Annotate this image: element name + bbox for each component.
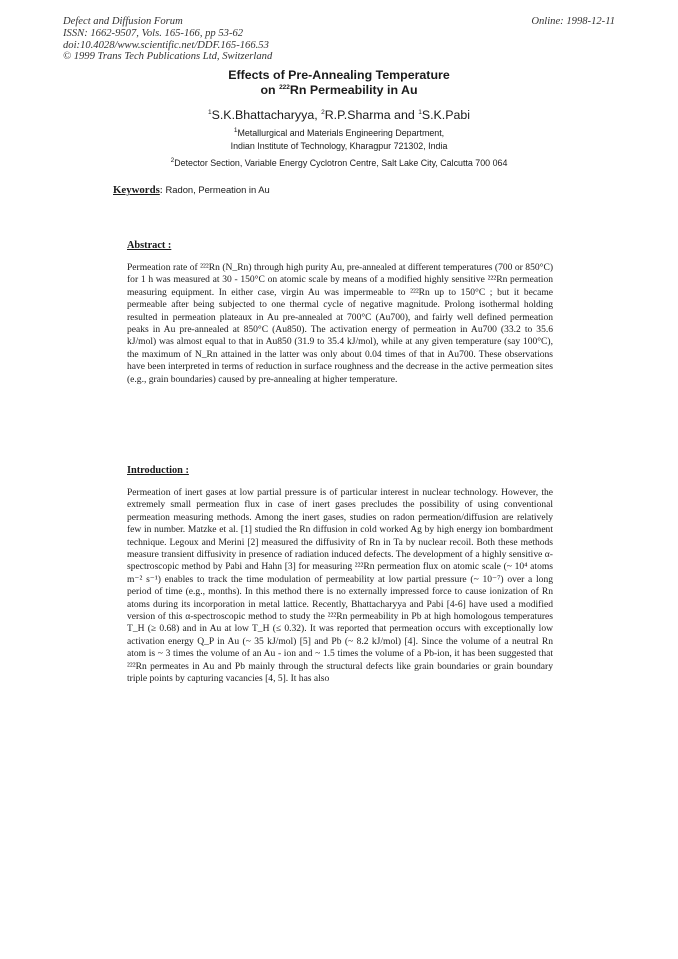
abstract-text: Permeation rate of ²²²Rn (N_Rn) through high purity Au, pre-annealed at different temperatures (700 or 850°C) for 1 h was measured at 30 - 150°C on atomic scale by means of a modified highly sensitive ²²²Rn permeation measuring equipment. In either case, virgin Au was impermeable to ²²²Rn up to 150°C ; but it became permeable after being subjected to one thermal cycle of negative magnitude. Prolong isothermal holding resulted in permeation plateaux in Au pre-annealed at 700°C (Au700), and fairly well defined permeation peaks in Au pre-annealed at 850°C (Au850). The activation energy of permeation in Au700 (33.2 to 35.6 kJ/mol) was almost equal to that in Au850 (31.9 to 35.4 kJ/mol), while at any given temperature (say 100°C), the maximum of N_Rn attained in the latter was only about 0.04 times of that in Au700. These observations have been interpreted in terms of reduction in surface roughness and the decrease in the active permeation sites (e.g., grain boundaries) caused by pre-annealing at higher temperature. (127, 262, 553, 385)
title-line-1: Effects of Pre-Annealing Temperature (228, 68, 450, 82)
issn-line: ISSN: 1662-9507, Vols. 165-166, pp 53-62 (63, 27, 244, 39)
abstract-heading: Abstract : (127, 240, 172, 251)
author-2: R.P.Sharma and (324, 108, 419, 122)
journal-name: Defect and Diffusion Forum (63, 16, 183, 27)
online-date: Online: 1998-12-11 (531, 16, 615, 27)
keywords: Keywords: Radon, Permeation in Au (113, 184, 270, 196)
keywords-label: Keywords (113, 184, 160, 196)
affiliation-2: $^2$Detector Section, Variable Energy Cyclotron Centre, Salt Lake City, Calcutta 700 064 (170, 157, 508, 168)
author-3: S.K.Pabi (421, 108, 471, 122)
copyright-line: © 1999 Trans Tech Publications Ltd, Switzerland (63, 51, 273, 63)
introduction-heading: Introduction : (127, 465, 189, 476)
doi-line: doi:10.4028/www.scientific.net/DDF.165-166.53 (63, 39, 269, 51)
affiliation-1: $^1$Metallurgical and Materials Engineering Department, Indian Institute of Technology, Kharagpur 721302, India (230, 127, 448, 151)
author-list: $^1$S.K.Bhattacharyya, $^2$R.P.Sharma and $^1$S.K.Pabi (207, 108, 471, 122)
author-1: S.K.Bhattacharyya, (211, 108, 322, 122)
journal-header (63, 16, 272, 63)
introduction-text: Permeation of inert gases at low partial pressure is of particular interest in nuclear technology. However, the extremely small permeation flux in case of inert gases precludes the possibility of using conventional permeation measuring methods. Among the inert gases, studies on radon permeation/diffusion are relatively few in number. Matzke et al. [1] studied the Rn diffusion in cold worked Ag by high energy ion bombardment technique. Legoux and Merini [2] measured the diffusivity of Rn in Ta by nuclear recoil. Both these methods measure transient diffusivity in presence of radiation induced defects. The development of a highly sensitive α-spectroscopic method by Pabi and Hahn [3] for measuring ²²²Rn permeation flux on atomic scale (~ 10⁴ atoms m⁻² s⁻¹) enables to track the time modulation of permeability at low partial pressure (~ 10⁻⁷) over a long period of time (e.g., months). In this method there is no externally impressed force to cause ionization of Rn atoms during its incorporation in metal lattice. Recently, Bhattacharyya and Pabi [4-6] have used a modified version of this α-spectroscopic method to study the ²²²Rn permeability in Pb at high homologous temperatures T_H (≥ 0.68) and in Au at low T_H (≤ 0.32). It was reported that permeation occurs with exceptionally low activation energy Q_P in Au (~ 35 kJ/mol) [5] and Pb (~ 8.2 kJ/mol) [4]. Since the volume of a neutral Rn atom is ~ 3 times the volume of an Au - ion and ~ 1.5 times the volume of a Pb-ion, it has been suggested that ²²²Rn permeates in Au and Pb mainly through the structural defects like grain boundaries or grain boundary triple points by capturing vacancies [4, 5]. It has also (127, 487, 553, 685)
keywords-value: Radon, Permeation in Au (165, 184, 270, 195)
title-line-2: on $^{222}$Rn Permeability in Au (260, 83, 418, 97)
paper-title (0, 68, 678, 98)
